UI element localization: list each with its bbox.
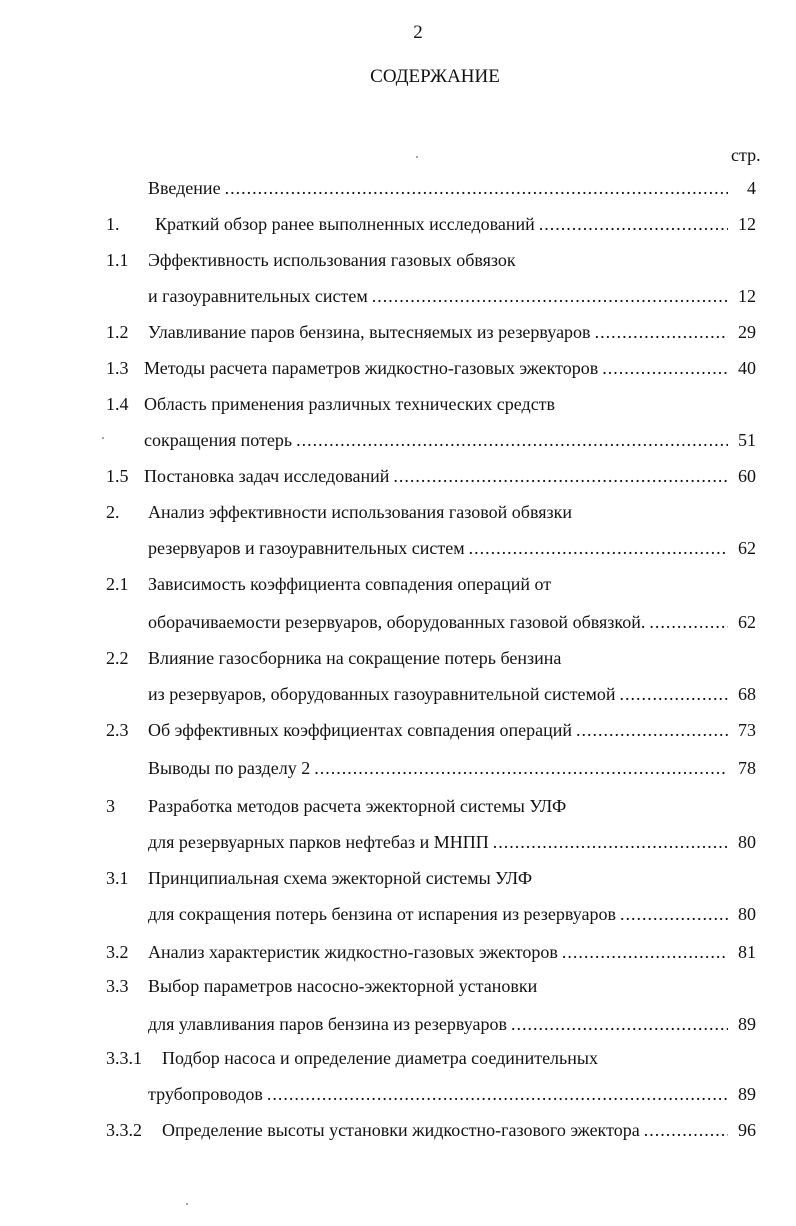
toc-dot-leader — [267, 1082, 728, 1106]
toc-entry-line[interactable] — [148, 176, 756, 200]
toc-entry-title: Определение высоты установки жидкостно-газового эжектора — [162, 1120, 640, 1140]
toc-entry-line[interactable] — [148, 610, 756, 634]
toc-entry-line[interactable] — [148, 1012, 756, 1036]
toc-dot-leader — [314, 756, 728, 780]
toc-entry-number: 1.5 — [106, 466, 129, 486]
toc-entry-title: Выбор параметров насосно-эжекторной установки — [148, 976, 538, 996]
toc-entry-line[interactable] — [144, 464, 756, 488]
toc-entry-title: сокращения потерь — [144, 430, 293, 450]
scan-speck — [416, 156, 418, 158]
toc-entry-line[interactable] — [148, 646, 561, 670]
toc-entry-line[interactable] — [144, 356, 756, 380]
page-title: СОДЕРЖАНИЕ — [370, 66, 500, 87]
toc-entry-line[interactable] — [148, 718, 756, 742]
toc-dot-leader — [620, 682, 729, 706]
toc-entry-number: 2. — [106, 502, 120, 522]
toc-entry-line[interactable] — [148, 974, 537, 998]
toc-entry-title: Выводы по разделу 2 — [148, 758, 311, 778]
toc-entry-line[interactable] — [148, 830, 756, 854]
toc-entry-title: Улавливание паров бензина, вытесняемых из резервуаров — [148, 322, 591, 342]
toc-page-number: 4 — [747, 178, 756, 198]
toc-entry-line[interactable] — [148, 940, 756, 964]
toc-dot-leader — [296, 428, 728, 452]
toc-page-number: 96 — [738, 1120, 756, 1140]
toc-page-number: 12 — [738, 286, 756, 306]
page-column-label: стр. — [731, 145, 761, 165]
toc-dot-leader — [539, 212, 728, 236]
toc-entry-line[interactable] — [148, 866, 532, 890]
toc-dot-leader — [649, 610, 728, 634]
toc-entry-title: из резервуаров, оборудованных газоуравнительной системой — [148, 684, 616, 704]
toc-dot-leader — [511, 1012, 728, 1036]
toc-page-number: 12 — [738, 214, 756, 234]
toc-entry-line[interactable] — [148, 1082, 756, 1106]
toc-dot-leader — [225, 176, 728, 200]
toc-entry-number: 1.3 — [106, 358, 129, 378]
toc-entry-number: 2.1 — [106, 574, 129, 594]
toc-entry-number: 1.2 — [106, 322, 129, 342]
toc-dot-leader — [620, 902, 728, 926]
toc-entry-line[interactable] — [148, 320, 756, 344]
toc-entry-title: Методы расчета параметров жидкостно-газовых эжекторов — [144, 358, 599, 378]
toc-entry-title: для улавливания паров бензина из резервуаров — [148, 1014, 507, 1034]
toc-entry-title: оборачиваемости резервуаров, оборудованных газовой обвязкой. — [148, 612, 646, 632]
toc-page-number: 40 — [738, 358, 756, 378]
toc-dot-leader — [393, 464, 728, 488]
toc-entry-title: Краткий обзор ранее выполненных исследований — [155, 214, 535, 234]
toc-entry-title: Об эффективных коэффициентах совпадения операций — [148, 720, 573, 740]
toc-page-number: 29 — [738, 322, 756, 342]
toc-entry-line[interactable] — [148, 756, 756, 780]
toc-page-number: 73 — [738, 720, 756, 740]
toc-entry-title: Анализ характеристик жидкостно-газовых эжекторов — [148, 942, 558, 962]
toc-entry-line[interactable] — [162, 1046, 598, 1070]
toc-entry-number: 3 — [106, 796, 115, 816]
page-number: 2 — [413, 22, 423, 43]
toc-entry-number: 3.1 — [106, 868, 129, 888]
toc-entry-title: Введение — [148, 178, 221, 198]
toc-entry-line[interactable] — [148, 248, 516, 272]
toc-page-number: 78 — [738, 758, 756, 778]
toc-entry-line[interactable] — [144, 428, 756, 452]
toc-entry-title: Подбор насоса и определение диаметра соединительных — [162, 1048, 598, 1068]
toc-entry-line[interactable] — [148, 682, 756, 706]
toc-entry-title: Эффективность использования газовых обвязок — [148, 250, 516, 270]
toc-entry-line[interactable] — [162, 1118, 756, 1142]
toc-entry-number: 1.1 — [106, 250, 129, 270]
toc-entry-title: Разработка методов расчета эжекторной системы УЛФ — [148, 796, 567, 816]
toc-entry-number: 3.2 — [106, 942, 129, 962]
toc-page-number: 62 — [738, 538, 756, 558]
toc-page-number: 68 — [738, 684, 756, 704]
toc-page-number: 51 — [738, 430, 756, 450]
toc-entry-line[interactable] — [148, 284, 756, 308]
toc-entry-title: Область применения различных технических средств — [144, 394, 556, 414]
toc-entry-number: 2.2 — [106, 648, 129, 668]
toc-dot-leader — [469, 536, 728, 560]
toc-entry-title: Постановка задач исследований — [144, 466, 390, 486]
toc-entry-line[interactable] — [148, 500, 572, 524]
toc-dot-leader — [602, 356, 728, 380]
scan-speck — [102, 437, 104, 439]
scan-speck — [186, 1203, 188, 1205]
toc-entry-number: 1. — [106, 214, 120, 234]
toc-dot-leader — [576, 718, 728, 742]
toc-dot-leader — [595, 320, 728, 344]
toc-entry-title: резервуаров и газоуравнительных систем — [148, 538, 465, 558]
toc-dot-leader — [493, 830, 728, 854]
toc-entry-number: 3.3.2 — [106, 1120, 142, 1140]
toc-page-number: 89 — [738, 1014, 756, 1034]
toc-entry-line[interactable] — [148, 536, 756, 560]
toc-entry-title: и газоуравнительных систем — [148, 286, 368, 306]
toc-page-number: 62 — [738, 612, 756, 632]
toc-page-number: 80 — [738, 904, 756, 924]
toc-entry-title: для резервуарных парков нефтебаз и МНПП — [148, 832, 489, 852]
toc-entry-title: Влияние газосборника на сокращение потерь бензина — [148, 648, 562, 668]
toc-page-number: 60 — [738, 466, 756, 486]
toc-entry-line[interactable] — [155, 212, 756, 236]
toc-page-number: 81 — [738, 942, 756, 962]
toc-entry-title: Принципиальная схема эжекторной системы УЛФ — [148, 868, 533, 888]
toc-page-number: 89 — [738, 1084, 756, 1104]
toc-entry-number: 1.4 — [106, 394, 129, 414]
toc-entry-title: трубопроводов — [148, 1084, 263, 1104]
toc-entry-line[interactable] — [148, 902, 756, 926]
toc-dot-leader — [562, 940, 728, 964]
toc-dot-leader — [644, 1118, 728, 1142]
toc-entry-line[interactable] — [148, 572, 551, 596]
toc-entry-title: Зависимость коэффициента совпадения операций от — [148, 574, 552, 594]
toc-page-number: 80 — [738, 832, 756, 852]
toc-entry-line[interactable] — [144, 392, 555, 416]
toc-entry-number: 2.3 — [106, 720, 129, 740]
toc-entry-title: Анализ эффективности использования газовой обвязки — [148, 502, 572, 522]
toc-entry-number: 3.3 — [106, 976, 129, 996]
toc-entry-number: 3.3.1 — [106, 1048, 142, 1068]
toc-entry-title: для сокращения потерь бензина от испарения из резервуаров — [148, 904, 616, 924]
toc-entry-line[interactable] — [148, 794, 566, 818]
toc-dot-leader — [372, 284, 728, 308]
